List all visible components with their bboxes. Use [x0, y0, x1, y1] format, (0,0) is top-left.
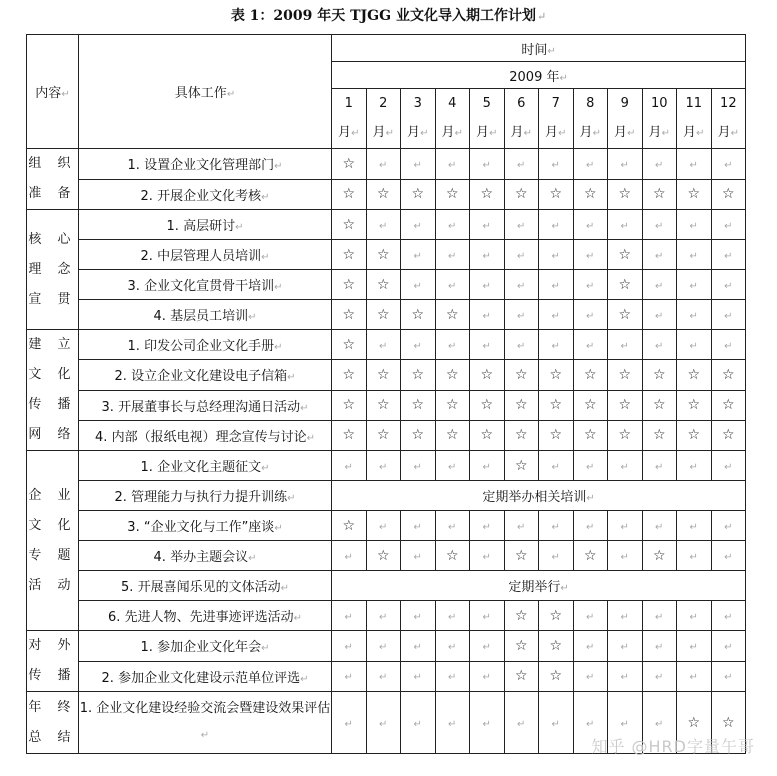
table-row [27, 179, 746, 210]
star-mark: ☆ [401, 360, 436, 390]
task-cell: 1. 设置企业文化管理部门↵ [79, 149, 332, 180]
empty-cell: ↵ [677, 631, 712, 662]
work-plan-table [26, 34, 746, 754]
star-mark: ☆ [711, 179, 746, 210]
star-mark: ☆ [332, 179, 367, 210]
empty-cell: ↵ [539, 300, 574, 330]
empty-cell: ↵ [711, 300, 746, 330]
star-mark: ☆ [711, 390, 746, 420]
empty-cell: ↵ [642, 692, 677, 754]
empty-cell: ↵ [573, 511, 608, 541]
star-mark: ☆ [677, 179, 712, 210]
table-row [27, 390, 746, 420]
star-mark: ☆ [573, 390, 608, 420]
star-mark: ☆ [401, 390, 436, 420]
star-mark: ☆ [332, 511, 367, 541]
star-mark: ☆ [608, 360, 643, 390]
empty-cell: ↵ [366, 692, 401, 754]
empty-cell: ↵ [539, 511, 574, 541]
empty-cell: ↵ [573, 330, 608, 360]
empty-cell: ↵ [642, 240, 677, 270]
empty-cell: ↵ [401, 511, 436, 541]
star-mark: ☆ [642, 420, 677, 450]
empty-cell: ↵ [470, 601, 505, 631]
empty-cell: ↵ [642, 631, 677, 662]
empty-cell: ↵ [711, 210, 746, 240]
empty-cell: ↵ [504, 511, 539, 541]
star-mark: ☆ [435, 390, 470, 420]
empty-cell: ↵ [642, 210, 677, 240]
empty-cell: ↵ [711, 149, 746, 180]
empty-cell: ↵ [573, 270, 608, 300]
empty-cell: ↵ [470, 270, 505, 300]
empty-cell: ↵ [573, 692, 608, 754]
empty-cell: ↵ [332, 661, 367, 692]
empty-cell: ↵ [435, 511, 470, 541]
empty-cell: ↵ [677, 300, 712, 330]
star-mark: ☆ [539, 179, 574, 210]
category-cell: 企 业 文 化 专 题 活 动 [27, 451, 79, 631]
star-mark: ☆ [366, 270, 401, 300]
star-mark: ☆ [539, 661, 574, 692]
empty-cell: ↵ [642, 270, 677, 300]
plan-body [27, 149, 746, 754]
empty-cell: ↵ [642, 149, 677, 180]
empty-cell: ↵ [435, 631, 470, 662]
table-row [27, 661, 746, 692]
empty-cell: ↵ [573, 149, 608, 180]
header-year: 2009 年↵ [332, 62, 746, 89]
empty-cell: ↵ [401, 210, 436, 240]
table-row [27, 240, 746, 270]
table-title: 表 1：2009 年天 TJGG 业文化导入期工作计划↵ [230, 8, 547, 24]
empty-cell: ↵ [539, 541, 574, 571]
star-mark: ☆ [401, 179, 436, 210]
star-mark: ☆ [366, 300, 401, 330]
star-mark: ☆ [504, 451, 539, 481]
star-mark: ☆ [332, 210, 367, 240]
star-mark: ☆ [332, 420, 367, 450]
empty-cell: ↵ [366, 601, 401, 631]
task-cell: 2. 中层管理人员培训↵ [79, 240, 332, 270]
header-time: 时间↵ [332, 35, 746, 62]
empty-cell: ↵ [470, 210, 505, 240]
empty-cell: ↵ [366, 210, 401, 240]
star-mark: ☆ [332, 360, 367, 390]
empty-cell: ↵ [608, 692, 643, 754]
task-cell: 5. 开展喜闻乐见的文体活动↵ [79, 571, 332, 601]
empty-cell: ↵ [608, 451, 643, 481]
empty-cell: ↵ [539, 149, 574, 180]
empty-cell: ↵ [539, 330, 574, 360]
star-mark: ☆ [573, 420, 608, 450]
star-mark: ☆ [470, 420, 505, 450]
star-mark: ☆ [435, 360, 470, 390]
empty-cell: ↵ [608, 511, 643, 541]
table-row [27, 451, 746, 481]
star-mark: ☆ [366, 179, 401, 210]
star-mark: ☆ [470, 390, 505, 420]
star-mark: ☆ [401, 420, 436, 450]
empty-cell: ↵ [711, 631, 746, 662]
empty-cell: ↵ [435, 210, 470, 240]
task-cell: 2. 开展企业文化考核↵ [79, 179, 332, 210]
empty-cell: ↵ [642, 330, 677, 360]
empty-cell: ↵ [504, 692, 539, 754]
empty-cell: ↵ [366, 631, 401, 662]
empty-cell: ↵ [573, 601, 608, 631]
month-header-2: 2 月↵ [366, 89, 401, 149]
table-row [27, 300, 746, 330]
schedule-note: 定期举办相关培训↵ [332, 481, 746, 511]
header-work: 具体工作↵ [79, 35, 332, 149]
empty-cell: ↵ [401, 661, 436, 692]
empty-cell: ↵ [711, 270, 746, 300]
star-mark: ☆ [677, 420, 712, 450]
star-mark: ☆ [608, 420, 643, 450]
table-row [27, 420, 746, 450]
empty-cell: ↵ [504, 240, 539, 270]
empty-cell: ↵ [608, 631, 643, 662]
month-header-4: 4 月↵ [435, 89, 470, 149]
empty-cell: ↵ [608, 149, 643, 180]
empty-cell: ↵ [608, 601, 643, 631]
empty-cell: ↵ [711, 240, 746, 270]
star-mark: ☆ [332, 149, 367, 180]
star-mark: ☆ [642, 360, 677, 390]
star-mark: ☆ [401, 300, 436, 330]
empty-cell: ↵ [401, 601, 436, 631]
month-header-12: 12 月↵ [711, 89, 746, 149]
empty-cell: ↵ [332, 631, 367, 662]
month-header-8: 8 月↵ [573, 89, 608, 149]
empty-cell: ↵ [711, 451, 746, 481]
empty-cell: ↵ [366, 451, 401, 481]
empty-cell: ↵ [711, 511, 746, 541]
task-cell: 2. 设立企业文化建设电子信箱↵ [79, 360, 332, 390]
star-mark: ☆ [435, 541, 470, 571]
month-header-3: 3 月↵ [401, 89, 436, 149]
task-cell: 1. 企业文化建设经验交流会暨建设效果评估↵ [79, 692, 332, 754]
empty-cell: ↵ [435, 692, 470, 754]
table-row [27, 571, 746, 601]
empty-cell: ↵ [677, 661, 712, 692]
category-cell: 对 外 传 播 [27, 631, 79, 692]
empty-cell: ↵ [677, 330, 712, 360]
task-cell: 4. 内部（报纸电视）理念宣传与讨论↵ [79, 420, 332, 450]
star-mark: ☆ [366, 240, 401, 270]
empty-cell: ↵ [470, 631, 505, 662]
star-mark: ☆ [539, 360, 574, 390]
star-mark: ☆ [539, 601, 574, 631]
star-mark: ☆ [366, 390, 401, 420]
empty-cell: ↵ [366, 661, 401, 692]
empty-cell: ↵ [608, 541, 643, 571]
table-row [27, 149, 746, 180]
empty-cell: ↵ [332, 601, 367, 631]
empty-cell: ↵ [401, 541, 436, 571]
empty-cell: ↵ [642, 511, 677, 541]
star-mark: ☆ [435, 300, 470, 330]
star-mark: ☆ [504, 390, 539, 420]
empty-cell: ↵ [435, 601, 470, 631]
empty-cell: ↵ [677, 541, 712, 571]
empty-cell: ↵ [642, 451, 677, 481]
task-cell: 6. 先进人物、先进事迹评选活动↵ [79, 601, 332, 631]
empty-cell: ↵ [677, 210, 712, 240]
star-mark: ☆ [435, 179, 470, 210]
star-mark: ☆ [677, 692, 712, 754]
task-cell: 2. 管理能力与执行力提升训练↵ [79, 481, 332, 511]
empty-cell: ↵ [332, 451, 367, 481]
category-cell: 建 立 文 化 传 播 网 络 [27, 330, 79, 451]
empty-cell: ↵ [366, 330, 401, 360]
star-mark: ☆ [539, 420, 574, 450]
empty-cell: ↵ [504, 210, 539, 240]
empty-cell: ↵ [608, 210, 643, 240]
empty-cell: ↵ [470, 541, 505, 571]
star-mark: ☆ [470, 360, 505, 390]
table-row [27, 210, 746, 240]
task-cell: 3. “企业文化与工作”座谈↵ [79, 511, 332, 541]
empty-cell: ↵ [642, 300, 677, 330]
empty-cell: ↵ [435, 661, 470, 692]
empty-cell: ↵ [470, 692, 505, 754]
empty-cell: ↵ [401, 270, 436, 300]
table-row [27, 270, 746, 300]
task-cell: 3. 开展董事长与总经理沟通日活动↵ [79, 390, 332, 420]
empty-cell: ↵ [711, 661, 746, 692]
empty-cell: ↵ [539, 240, 574, 270]
star-mark: ☆ [332, 270, 367, 300]
month-header-7: 7 月↵ [539, 89, 574, 149]
star-mark: ☆ [539, 631, 574, 662]
empty-cell: ↵ [539, 692, 574, 754]
empty-cell: ↵ [539, 270, 574, 300]
empty-cell: ↵ [539, 210, 574, 240]
category-cell: 核 心 理 念 宣 贯 [27, 210, 79, 330]
star-mark: ☆ [642, 541, 677, 571]
table-row [27, 481, 746, 511]
star-mark: ☆ [504, 179, 539, 210]
table-row [27, 330, 746, 360]
star-mark: ☆ [332, 330, 367, 360]
star-mark: ☆ [366, 541, 401, 571]
star-mark: ☆ [332, 240, 367, 270]
star-mark: ☆ [711, 360, 746, 390]
empty-cell: ↵ [470, 240, 505, 270]
empty-cell: ↵ [504, 270, 539, 300]
star-mark: ☆ [573, 360, 608, 390]
paragraph-mark: ↵ [536, 10, 547, 23]
star-mark: ☆ [332, 390, 367, 420]
empty-cell: ↵ [470, 330, 505, 360]
empty-cell: ↵ [401, 631, 436, 662]
header-content: 内容↵ [27, 35, 79, 149]
task-cell: 1. 印发公司企业文化手册↵ [79, 330, 332, 360]
category-cell: 组 织 准 备 [27, 149, 79, 210]
empty-cell: ↵ [366, 149, 401, 180]
empty-cell: ↵ [470, 451, 505, 481]
task-cell: 2. 参加企业文化建设示范单位评选↵ [79, 661, 332, 692]
star-mark: ☆ [608, 270, 643, 300]
empty-cell: ↵ [504, 149, 539, 180]
month-header-9: 9 月↵ [608, 89, 643, 149]
star-mark: ☆ [504, 360, 539, 390]
star-mark: ☆ [608, 300, 643, 330]
empty-cell: ↵ [642, 661, 677, 692]
empty-cell: ↵ [401, 451, 436, 481]
star-mark: ☆ [539, 390, 574, 420]
star-mark: ☆ [677, 390, 712, 420]
month-header-10: 10 月↵ [642, 89, 677, 149]
watermark: 知乎 @HRD字量午哥 [591, 737, 755, 756]
empty-cell: ↵ [608, 661, 643, 692]
empty-cell: ↵ [677, 451, 712, 481]
empty-cell: ↵ [573, 451, 608, 481]
empty-cell: ↵ [401, 330, 436, 360]
empty-cell: ↵ [573, 631, 608, 662]
star-mark: ☆ [435, 420, 470, 450]
empty-cell: ↵ [470, 149, 505, 180]
empty-cell: ↵ [470, 300, 505, 330]
star-mark: ☆ [504, 631, 539, 662]
empty-cell: ↵ [435, 270, 470, 300]
empty-cell: ↵ [711, 541, 746, 571]
task-cell: 4. 基层员工培训↵ [79, 300, 332, 330]
month-header-5: 5 月↵ [470, 89, 505, 149]
empty-cell: ↵ [677, 601, 712, 631]
star-mark: ☆ [504, 601, 539, 631]
schedule-note: 定期举行↵ [332, 571, 746, 601]
empty-cell: ↵ [470, 511, 505, 541]
empty-cell: ↵ [401, 692, 436, 754]
empty-cell: ↵ [677, 511, 712, 541]
empty-cell: ↵ [608, 330, 643, 360]
empty-cell: ↵ [332, 692, 367, 754]
empty-cell: ↵ [470, 661, 505, 692]
empty-cell: ↵ [435, 451, 470, 481]
empty-cell: ↵ [573, 661, 608, 692]
category-cell: 年 终 总 结 [27, 692, 79, 754]
empty-cell: ↵ [435, 240, 470, 270]
star-mark: ☆ [504, 541, 539, 571]
star-mark: ☆ [642, 179, 677, 210]
empty-cell: ↵ [573, 240, 608, 270]
empty-cell: ↵ [366, 511, 401, 541]
table-row [27, 541, 746, 571]
empty-cell: ↵ [539, 451, 574, 481]
table-row [27, 511, 746, 541]
star-mark: ☆ [573, 541, 608, 571]
task-cell: 1. 高层研讨↵ [79, 210, 332, 240]
star-mark: ☆ [470, 179, 505, 210]
star-mark: ☆ [504, 661, 539, 692]
table-row [27, 631, 746, 662]
star-mark: ☆ [608, 390, 643, 420]
star-mark: ☆ [366, 420, 401, 450]
empty-cell: ↵ [573, 300, 608, 330]
empty-cell: ↵ [401, 149, 436, 180]
empty-cell: ↵ [711, 601, 746, 631]
task-cell: 1. 企业文化主题征文↵ [79, 451, 332, 481]
star-mark: ☆ [677, 360, 712, 390]
empty-cell: ↵ [677, 149, 712, 180]
empty-cell: ↵ [435, 330, 470, 360]
task-cell: 4. 举办主题会议↵ [79, 541, 332, 571]
star-mark: ☆ [711, 420, 746, 450]
empty-cell: ↵ [677, 270, 712, 300]
star-mark: ☆ [608, 179, 643, 210]
empty-cell: ↵ [401, 240, 436, 270]
month-header-1: 1 月↵ [332, 89, 367, 149]
empty-cell: ↵ [642, 601, 677, 631]
month-header-6: 6 月↵ [504, 89, 539, 149]
star-mark: ☆ [332, 300, 367, 330]
star-mark: ☆ [366, 360, 401, 390]
star-mark: ☆ [573, 179, 608, 210]
star-mark: ☆ [504, 420, 539, 450]
star-mark: ☆ [711, 692, 746, 754]
empty-cell: ↵ [504, 330, 539, 360]
empty-cell: ↵ [504, 300, 539, 330]
table-row [27, 601, 746, 631]
table-row [27, 360, 746, 390]
task-cell: 3. 企业文化宣贯骨干培训↵ [79, 270, 332, 300]
empty-cell: ↵ [332, 541, 367, 571]
empty-cell: ↵ [677, 240, 712, 270]
star-mark: ☆ [642, 390, 677, 420]
month-header-11: 11 月↵ [677, 89, 712, 149]
task-cell: 1. 参加企业文化年会↵ [79, 631, 332, 662]
star-mark: ☆ [608, 240, 643, 270]
empty-cell: ↵ [573, 210, 608, 240]
empty-cell: ↵ [435, 149, 470, 180]
empty-cell: ↵ [711, 330, 746, 360]
